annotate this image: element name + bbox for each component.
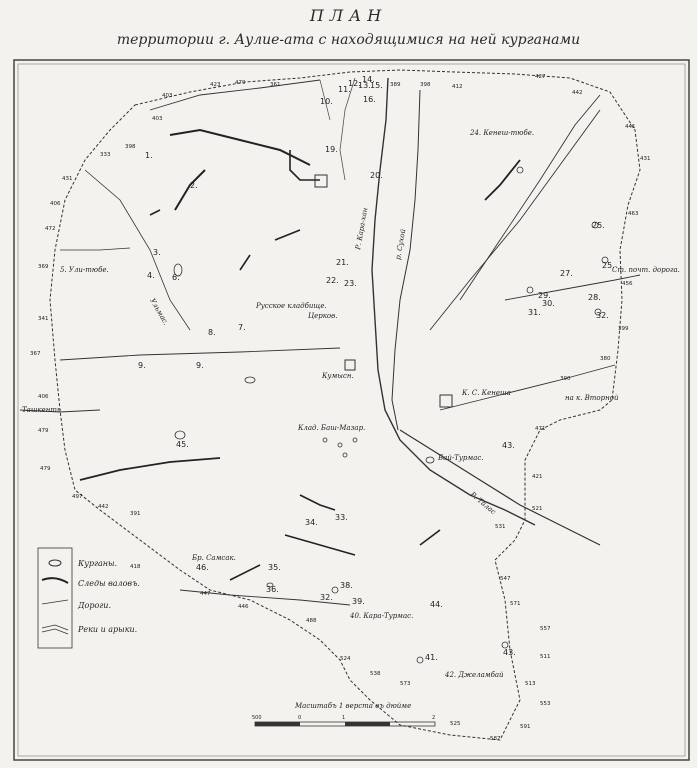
svg-text:14.: 14.	[362, 75, 375, 84]
scale-label: Масштабъ 1 верста въ дюйме	[295, 702, 412, 710]
svg-text:33.: 33.	[335, 513, 348, 522]
road-diag-ne	[460, 95, 600, 300]
svg-text:9.: 9.	[196, 361, 204, 370]
svg-text:421: 421	[532, 474, 543, 480]
legend-roads: Дороги.	[78, 601, 111, 610]
kurgan-labels	[138, 75, 615, 662]
svg-text:547: 547	[500, 576, 511, 582]
svg-text:412: 412	[452, 84, 463, 90]
kurgan-icon	[49, 560, 61, 566]
svg-text:1.: 1.	[145, 151, 153, 160]
svg-text:6.: 6.	[172, 273, 180, 282]
svg-text:399: 399	[618, 326, 629, 332]
svg-text:10.: 10.	[320, 97, 333, 106]
wall-4	[485, 160, 520, 200]
svg-text:403: 403	[162, 93, 173, 99]
svg-text:41.: 41.	[425, 653, 438, 662]
svg-text:43.: 43.	[502, 441, 515, 450]
scale-tick-0: 500	[252, 715, 262, 721]
road-post	[505, 275, 640, 300]
label-russian-cemetery: Русское кладбище.	[256, 302, 327, 310]
svg-text:456: 456	[622, 281, 633, 287]
legend	[38, 548, 140, 648]
scale-tick-3: 2	[432, 715, 436, 721]
svg-text:442: 442	[98, 504, 109, 510]
road-icon	[42, 600, 68, 604]
wall-12	[275, 230, 300, 240]
svg-text:446: 446	[238, 604, 249, 610]
svg-text:571: 571	[510, 601, 521, 607]
svg-text:32.: 32.	[596, 311, 609, 320]
label-ulu-tobe: 5. Ули-тюбе.	[60, 266, 109, 274]
svg-text:389: 389	[390, 82, 401, 88]
svg-text:525: 525	[450, 721, 461, 727]
svg-text:367: 367	[30, 351, 41, 357]
label-church: Церков.	[308, 312, 338, 320]
svg-text:513: 513	[525, 681, 536, 687]
svg-text:39.: 39.	[352, 597, 365, 606]
svg-text:463: 463	[628, 211, 639, 217]
svg-text:16.: 16.	[363, 95, 376, 104]
scale-bar	[252, 702, 435, 726]
svg-text:472: 472	[45, 226, 56, 232]
wall-2	[175, 170, 205, 210]
svg-text:524: 524	[340, 656, 351, 662]
svg-text:34.: 34.	[305, 518, 318, 527]
legend-rivers: Реки и арыки.	[78, 625, 138, 634]
svg-text:488: 488	[306, 618, 317, 624]
svg-text:442: 442	[572, 90, 583, 96]
svg-text:35.: 35.	[268, 563, 281, 572]
svg-text:333: 333	[100, 152, 111, 158]
svg-text:406: 406	[50, 201, 61, 207]
svg-text:44.: 44.	[430, 600, 443, 609]
svg-text:531: 531	[495, 524, 506, 530]
label-br-samsal: Бр. Самсак.	[192, 554, 236, 562]
svg-text:21.: 21.	[336, 258, 349, 267]
svg-text:479: 479	[235, 80, 246, 86]
svg-text:20.: 20.	[370, 171, 383, 180]
svg-text:479: 479	[38, 428, 49, 434]
svg-text:4.: 4.	[147, 271, 155, 280]
svg-text:391: 391	[130, 511, 141, 517]
svg-text:9.: 9.	[138, 361, 146, 370]
svg-text:398: 398	[125, 144, 136, 150]
svg-text:36.: 36.	[266, 585, 279, 594]
wall-9	[300, 495, 335, 510]
label-ulmas: Ульмас.	[148, 297, 170, 327]
svg-text:573: 573	[400, 681, 411, 687]
label-vtornoi: на к. Вторной	[565, 394, 619, 402]
svg-text:497: 497	[72, 494, 83, 500]
label-kenesh-tobe: 24. Кенеш-тюбе.	[470, 129, 535, 137]
svg-text:28.: 28.	[588, 293, 601, 302]
svg-text:390: 390	[560, 376, 571, 382]
kurgans	[174, 167, 608, 663]
svg-text:403: 403	[152, 116, 163, 122]
road-west-2	[60, 248, 130, 250]
road-east	[440, 365, 615, 410]
svg-text:471: 471	[535, 426, 546, 432]
svg-text:12.: 12.	[348, 79, 361, 88]
svg-text:479: 479	[40, 466, 51, 472]
map-inner-frame	[18, 64, 685, 756]
svg-text:22.: 22.	[326, 276, 339, 285]
label-ks-kenesh: К. С. Кенеша	[462, 389, 511, 397]
svg-text:369: 369	[38, 264, 49, 270]
svg-text:27.: 27.	[560, 269, 573, 278]
scale-tick-2: 1	[342, 715, 346, 721]
svg-text:11.: 11.	[338, 85, 351, 94]
wall-10	[240, 255, 250, 270]
label-sukhoi: р. Сухой	[394, 228, 408, 261]
label-kumysnyi: Кумысн.	[322, 372, 354, 380]
svg-text:25.: 25.	[602, 261, 615, 270]
svg-text:406: 406	[38, 394, 49, 400]
svg-text:32.: 32.	[320, 593, 333, 602]
svg-text:427: 427	[535, 74, 546, 80]
svg-text:2.: 2.	[190, 181, 198, 190]
wall-6	[285, 535, 355, 555]
svg-text:591: 591	[520, 724, 531, 730]
svg-text:31.: 31.	[528, 308, 541, 317]
label-bai-turmas: Бай-Турмас.	[438, 454, 484, 462]
elevation-marks	[30, 74, 651, 742]
svg-text:361: 361	[270, 82, 281, 88]
wall-icon	[42, 578, 68, 583]
svg-text:423: 423	[210, 82, 221, 88]
svg-text:441: 441	[625, 124, 636, 130]
svg-text:557: 557	[540, 626, 551, 632]
svg-text:380: 380	[600, 356, 611, 362]
wall-1	[170, 130, 310, 165]
svg-text:43.: 43.	[503, 648, 516, 657]
svg-text:538: 538	[370, 671, 381, 677]
svg-text:25.: 25.	[592, 221, 605, 230]
svg-text:341: 341	[38, 316, 49, 322]
svg-text:587: 587	[490, 736, 501, 742]
building-kumysnyi	[345, 360, 355, 370]
svg-text:8.: 8.	[208, 328, 216, 337]
label-dzhelambai: 42. Джеламбай	[445, 671, 504, 679]
scale-tick-1: 0	[298, 715, 302, 721]
road-center	[60, 348, 340, 360]
svg-text:7.: 7.	[238, 323, 246, 332]
svg-text:431: 431	[640, 156, 651, 162]
road-diag-ne2	[430, 110, 600, 330]
svg-text:38.: 38.	[340, 581, 353, 590]
label-bash-mazar: Клад. Баш-Мазар.	[298, 424, 366, 432]
territory-boundary	[50, 70, 640, 740]
svg-text:29.: 29.	[538, 291, 551, 300]
svg-text:3.: 3.	[153, 248, 161, 257]
label-kara-turmas: 40. Кара-Турмас.	[350, 612, 414, 620]
svg-text:431: 431	[62, 176, 73, 182]
label-talas: Р. Талас	[468, 490, 498, 517]
legend-walls: Следы валовъ.	[78, 579, 140, 588]
svg-text:398: 398	[420, 82, 431, 88]
svg-text:447: 447	[200, 591, 211, 597]
wall-7	[230, 565, 260, 580]
map-frame	[14, 60, 689, 760]
svg-text:13.: 13.	[358, 81, 371, 90]
svg-text:45.: 45.	[176, 440, 189, 449]
legend-kurgans: Курганы.	[78, 559, 118, 568]
map-subtitle: территории г. Аулие-ата с находящимися на ней курганами	[116, 32, 581, 48]
building-kenesh	[440, 395, 452, 407]
wall-8	[420, 530, 440, 545]
wall-11	[150, 210, 160, 215]
svg-text:19.: 19.	[325, 145, 338, 154]
svg-text:553: 553	[540, 701, 551, 707]
building-19	[315, 175, 327, 187]
map-title: ПЛАН	[309, 6, 388, 25]
svg-text:418: 418	[130, 564, 141, 570]
wall-3	[80, 458, 220, 480]
svg-text:15.: 15.	[370, 81, 383, 90]
svg-text:521: 521	[532, 506, 543, 512]
svg-text:46.: 46.	[196, 563, 209, 572]
river-icon	[42, 625, 68, 634]
label-tashkent: Ташкенть	[22, 406, 61, 414]
label-st-post: Ст. почт. дорога.	[612, 266, 680, 274]
svg-text:23.: 23.	[344, 279, 357, 288]
svg-text:511: 511	[540, 654, 551, 660]
svg-text:30.: 30.	[542, 299, 555, 308]
label-karakhan: Р. Кара-хан	[354, 207, 370, 251]
